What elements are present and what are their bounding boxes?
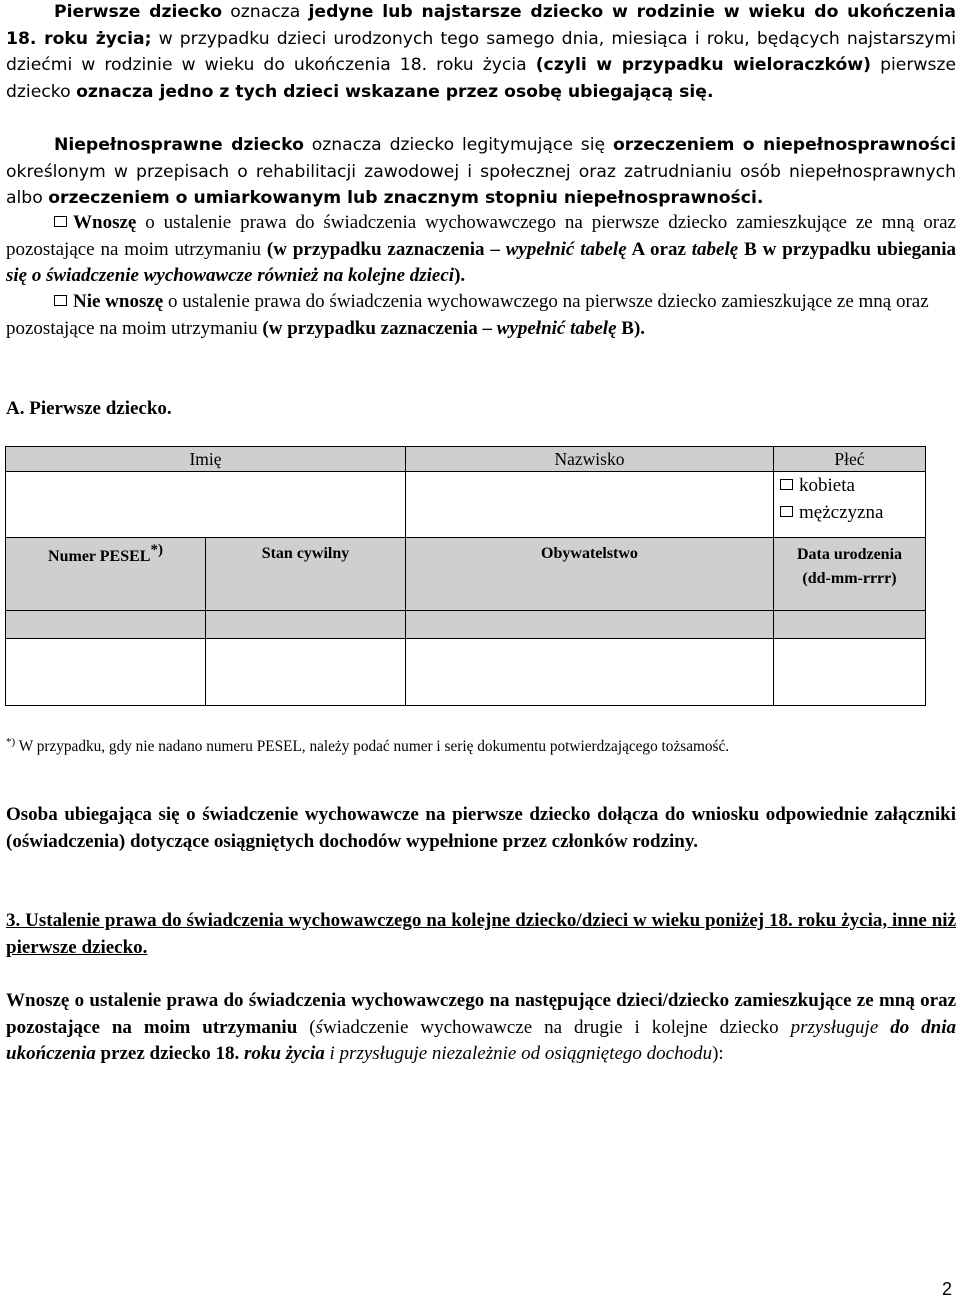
section-a-title: A. Pierwsze dziecko. xyxy=(6,398,172,419)
header-surname: Nazwisko xyxy=(406,447,774,472)
header-sex: Płeć xyxy=(774,447,926,472)
option-not-apply-first-child: Nie wnoszę o ustalenie prawa do świadczenia wychowawczego na pierwsze dziecko zamieszkujące ze mną oraz pozostające na moim utrzymaniu (w przypadku zaznaczenia – wypełnić tabelę B). xyxy=(6,291,929,339)
attachments-note: Osoba ubiegająca się o świadczenie wychowawcze na pierwsze dziecko dołącza do wniosku odpowiednie załączniki (oświadczenia) dotyczące osiągniętych dochodów wypełnione przez członków rodziny. xyxy=(6,804,956,852)
female-checkbox[interactable] xyxy=(780,479,793,490)
header-civil-status: Stan cywilny xyxy=(206,538,406,611)
male-checkbox[interactable] xyxy=(780,506,793,517)
first-child-table-details xyxy=(5,537,926,706)
header-date-of-birth: Data urodzenia (dd-mm-rrrr) xyxy=(774,538,926,611)
header-name: Imię xyxy=(6,447,406,472)
grey-spacer xyxy=(6,611,206,639)
disabled-child-definition: Niepełnosprawne dziecko oznacza dziecko legitymujące się orzeczeniem o niepełnosprawności określonym w przepisach o rehabilitacji zawodowej i społecznej oraz zatrudnianiu osób niepełnosprawnych albo orzeczeniem o umiarkowanym lub znacznym stopniu niepełnosprawności. xyxy=(6,135,956,208)
header-pesel: Numer PESEL*) xyxy=(6,538,206,611)
pesel-field[interactable] xyxy=(6,639,206,706)
sex-option-female[interactable]: kobieta xyxy=(780,472,925,499)
sex-option-male[interactable]: mężczyzna xyxy=(780,499,925,526)
option-apply-first-child: Wnoszę o ustalenie prawa do świadczenia wychowawczego na pierwsze dziecko zamieszkujące ze mną oraz pozostające na moim utrzymaniu (w przypadku zaznaczenia – wypełnić tabelę A oraz tabelę B w przypadku ubiegania się o świadczenie wychowawcze również na kolejne dzieci). xyxy=(6,212,957,286)
pesel-footnote: *) W przypadku, gdy nie nadano numeru PESEL, należy podać numer i serię dokumentu potwierdzającego tożsamość. xyxy=(6,736,730,756)
citizenship-field[interactable] xyxy=(406,639,774,706)
date-of-birth-field[interactable] xyxy=(774,639,926,706)
section-3-title: 3. Ustalenie prawa do świadczenia wychowawczego na kolejne dziecko/dzieci w wieku poniżej 18. roku życia, inne niż pierwsze dziecko. xyxy=(6,910,956,958)
not-apply-checkbox[interactable] xyxy=(54,295,67,306)
next-children-request: Wnoszę o ustalenie prawa do świadczenia wychowawczego na następujące dzieci/dziecko zamieszkujące ze mną oraz pozostające na moim utrzymaniu (świadczenie wychowawcze na drugie i kolejne dziecko przysługuje do dnia ukończenia przez dziecko 18. roku życia i przysługuje niezależnie od osiągniętego dochodu): xyxy=(6,990,956,1064)
apply-checkbox[interactable] xyxy=(54,216,67,227)
page-number: 2 xyxy=(941,1279,952,1299)
civil-status-field[interactable] xyxy=(206,639,406,706)
header-citizenship: Obywatelstwo xyxy=(406,538,774,611)
first-child-definition: Pierwsze dziecko oznacza jedyne lub najstarsze dziecko w rodzinie w wieku do ukończenia 18. roku życia; w przypadku dzieci urodzonych tego samego dnia, miesiąca i roku, będących najstarszymi dziećmi w rodzinie w wieku do ukończenia 18. roku życia (czyli w przypadku wieloraczków) pierwsze dziecko oznacza jedno z tych dzieci wskazane przez osobę ubiegającą się. xyxy=(6,2,957,102)
